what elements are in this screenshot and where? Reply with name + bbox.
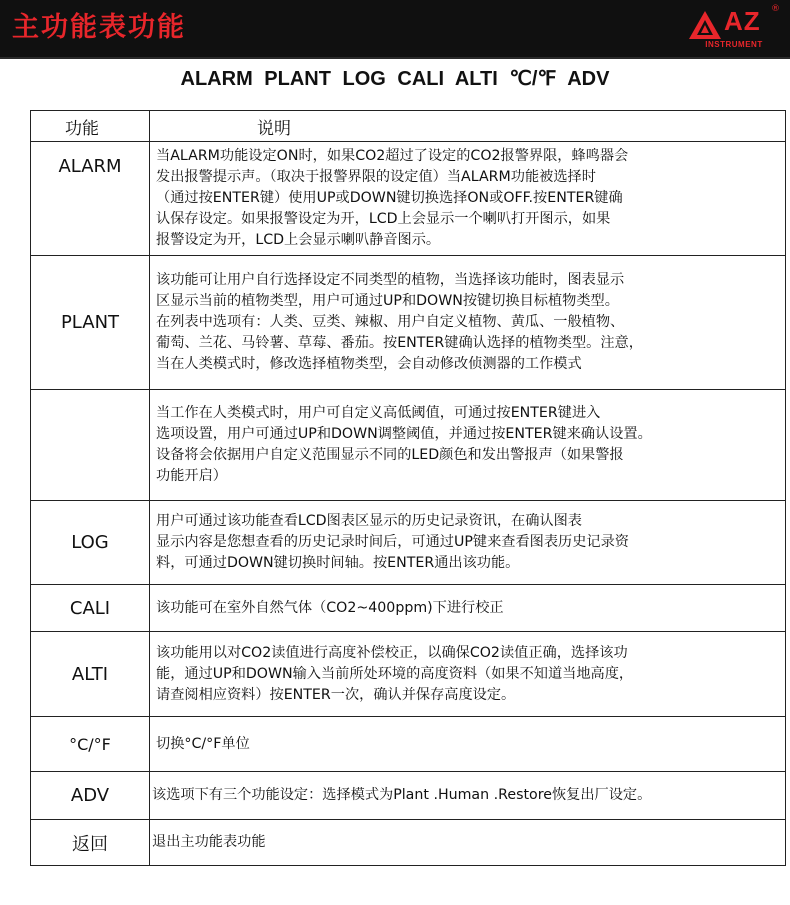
- function-description: 切换°C/°F单位: [150, 717, 786, 772]
- function-description: 该功能用以对CO2读值进行高度补偿校正，以确保CO2读值正确，选择该功 能，通过UP和DOWN输入当前所处环境的高度资料（如果不知道当地高度， 请查阅相应资料）按ENTER一次，确认并保存高度设定。: [150, 632, 786, 717]
- function-name: CALI: [31, 585, 150, 632]
- registered-mark: ®: [771, 4, 780, 14]
- table-row: [31, 256, 786, 390]
- brand-subtitle: INSTRUMENT: [705, 40, 763, 49]
- page-title: 主功能表功能: [12, 12, 186, 43]
- table-row: [31, 820, 786, 866]
- table-row: [31, 585, 786, 632]
- function-name: PLANT: [31, 256, 150, 390]
- table-row: [31, 501, 786, 585]
- table-row: [31, 772, 786, 820]
- function-table: [30, 110, 786, 866]
- table-row: [31, 717, 786, 772]
- function-description: 当ALARM功能设定ON时，如果CO2超过了设定的CO2报警界限，蜂鸣器会 发出报警提示声。（取决于报警界限的设定值）当ALARM功能被选择时 （通过按ENTER键）使用UP或DOWN键切换选择ON或OFF.按ENTER键确 认保存设定。如果报警设定为开，LCD上会显示一个喇叭打开图示，如果 报警设定为开，LCD上会显示喇叭静音图示。: [150, 142, 786, 256]
- function-name: ADV: [31, 772, 150, 820]
- function-name: ALARM: [31, 142, 150, 256]
- function-name: 返回: [31, 820, 150, 866]
- function-name: °C/°F: [31, 717, 150, 772]
- function-description: 该功能可在室外自然气体（CO2~400ppm)下进行校正: [150, 585, 786, 632]
- function-list-subtitle: ALARM PLANT LOG CALI ALTI ℃/℉ ADV: [180, 68, 610, 90]
- brand-triangle-icon: [688, 10, 722, 40]
- header-banner: [0, 0, 790, 59]
- function-name: ALTI: [31, 632, 150, 717]
- function-description: 用户可通过该功能查看LCD图表区显示的历史记录资讯，在确认图表 显示内容是您想查看的历史记录时间后，可通过UP键来查看图表历史记录资 料，可通过DOWN键切换时间轴。按ENTER通出该功能。: [150, 501, 786, 585]
- brand-name: AZ: [724, 6, 761, 36]
- table-row: [31, 390, 786, 501]
- table-header-row: [31, 111, 786, 142]
- column-header-function: 功能: [31, 111, 150, 142]
- function-description: 该功能可让用户自行选择设定不同类型的植物，当选择该功能时，图表显示 区显示当前的植物类型，用户可通过UP和DOWN按键切换目标植物类型。 在列表中选项有：人类、豆类、辣椒、用户自定义植物、黄瓜、一般植物、 葡萄、兰花、马铃薯、草莓、番茄。按ENTER键确认选择的植物类型。注意， 当在人类模式时，修改选择植物类型，会自动修改侦测器的工作模式: [150, 256, 786, 390]
- column-header-description: 说明: [150, 111, 786, 142]
- table-row: [31, 142, 786, 256]
- table-row: [31, 632, 786, 717]
- function-name: [31, 390, 150, 501]
- function-description: 退出主功能表功能: [150, 820, 786, 866]
- brand-logo: [688, 6, 780, 52]
- function-description: 当工作在人类模式时，用户可自定义高低阈值，可通过按ENTER键进入 选项设置，用户可通过UP和DOWN调整阈值，并通过按ENTER键来确认设置。 设备将会依据用户自定义范围显示不同的LED颜色和发出警报声（如果警报 功能开启）: [150, 390, 786, 501]
- function-name: LOG: [31, 501, 150, 585]
- function-description: 该选项下有三个功能设定：选择模式为Plant .Human .Restore恢复出厂设定。: [150, 772, 786, 820]
